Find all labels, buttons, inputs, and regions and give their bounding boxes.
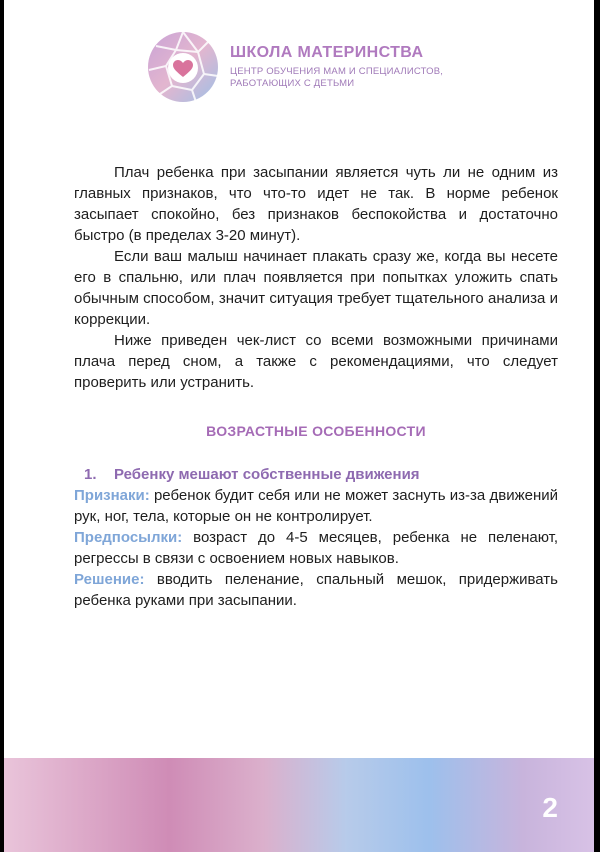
footer-gradient-band (4, 758, 594, 852)
header (146, 26, 486, 110)
intro-paragraph-1: Плач ребенка при засыпании является чуть ли не одним из главных признаков, что что-то идет не так. В норме ребенок засыпает спокойно, без признаков беспокойства и достаточно быстро (в пределах 3-20 минут). (74, 164, 558, 244)
signs-label: Признаки: (74, 487, 150, 504)
item-causes (74, 527, 558, 569)
item-heading (84, 464, 558, 485)
signs-text: ребенок будит себя или не может заснуть из-за движений рук, ног, тела, которые он не контролирует. (74, 487, 558, 525)
brand-subtitle: ЦЕНТР ОБУЧЕНИЯ МАМ И СПЕЦИАЛИСТОВ, РАБОТАЮЩИХ С ДЕТЬМИ (230, 66, 444, 89)
heart-mosaic-icon (146, 30, 220, 104)
causes-text: возраст до 4-5 месяцев, ребенка не пеленают, регрессы в связи с освоением новых навыков. (74, 529, 558, 567)
intro-paragraph-3: Ниже приведен чек-лист со всеми возможными причинами плача перед сном, а также с рекомендациями, что следует проверить или устранить. (74, 332, 558, 391)
causes-label: Предпосылки: (74, 529, 183, 546)
page-number: 2 (542, 792, 558, 823)
item-solution (74, 569, 558, 611)
item-title: Ребенку мешают собственные движения (114, 466, 420, 483)
intro-paragraph-2: Если ваш малыш начинает плакать сразу же, когда вы несете его в спальню, или плач появляется при попытках уложить спать обычным способом, значит ситуация требует тщательного анализа и коррекции. (74, 248, 558, 328)
solution-label: Решение: (74, 571, 145, 588)
document-page (4, 0, 594, 852)
item-signs (74, 485, 558, 527)
section-title: ВОЗРАСТНЫЕ ОСОБЕННОСТИ (206, 423, 426, 439)
brand-title: ШКОЛА МАТЕРИНСТВА (230, 44, 424, 61)
content (74, 162, 558, 611)
solution-text: вводить пеленание, спальный мешок, придерживать ребенка руками при засыпании. (74, 571, 558, 609)
item-number: 1. (84, 466, 97, 483)
